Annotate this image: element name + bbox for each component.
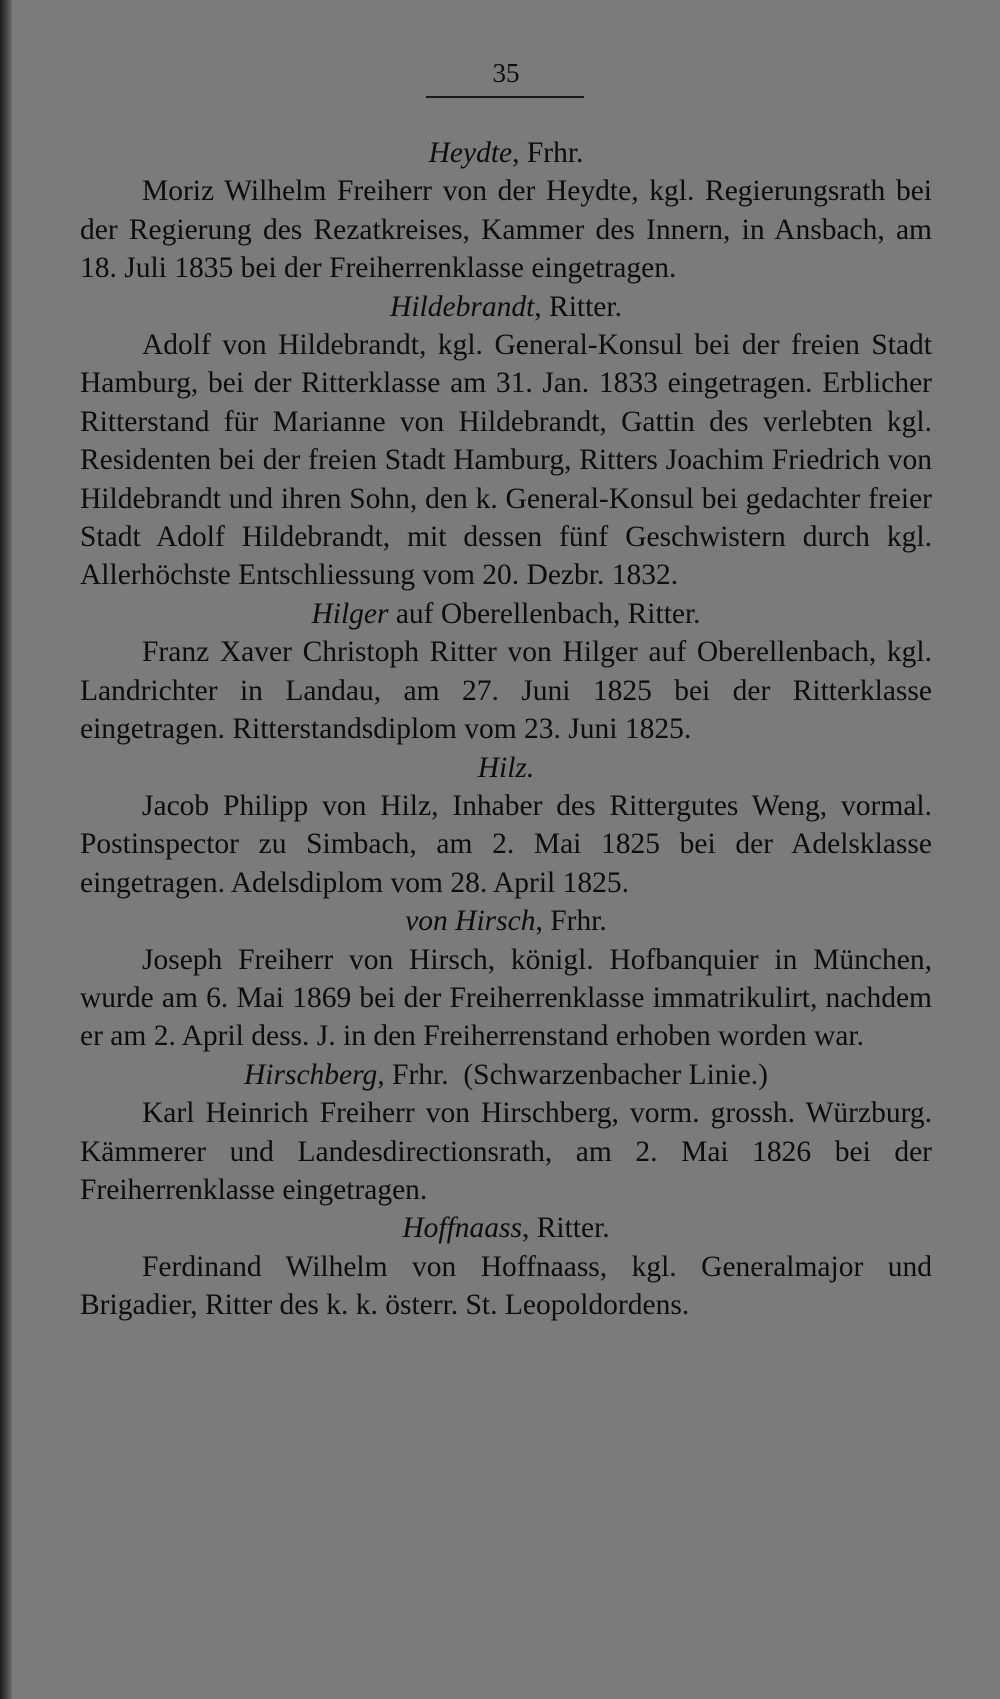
page-number: 35 xyxy=(492,58,520,88)
entry-text: Joseph Freiherr von Hirsch, königl. Hofbanquier in München, wurde am 6. Mai 1869 bei der Freiherrenklasse immatrikulirt, nachdem er am 2. April dess. J. in den Freiherrenstand erhoben worden war. xyxy=(80,943,932,1053)
family-name: Hirschberg xyxy=(243,1058,378,1091)
rank-suffix: auf Oberellenbach, Ritter. xyxy=(388,597,701,630)
entry-heading xyxy=(80,288,932,326)
entry-heading xyxy=(80,1209,932,1247)
family-name: Hoffnaass xyxy=(402,1212,522,1245)
entry-heading xyxy=(80,749,932,787)
scan-binding-edge xyxy=(0,0,12,1699)
entry-text: Ferdinand Wilhelm von Hoffnaass, kgl. Generalmajor und Brigadier, Ritter des k. k. österr. St. Leopoldordens. xyxy=(80,1250,932,1322)
family-name: Hildebrandt xyxy=(390,290,535,323)
entry-heading xyxy=(80,1056,932,1094)
family-name: von Hirsch xyxy=(405,905,536,938)
entry-heading xyxy=(80,134,932,172)
page-content xyxy=(80,134,932,1325)
rank-suffix: , Frhr. xyxy=(512,137,584,169)
rank-suffix: , Frhr. xyxy=(535,905,607,938)
rank-suffix: , Ritter. xyxy=(534,290,622,323)
entry-text: Jacob Philipp von Hilz, Inhaber des Rittergutes Weng, vormal. Postinspector zu Simbach, am 2. Mai 1825 bei der Adelsklasse eingetragen. Adelsdiplom vom 28. April 1825. xyxy=(80,789,932,899)
document-page xyxy=(80,0,932,1699)
entry-text: Karl Heinrich Freiherr von Hirschberg, vorm. grossh. Würzburg. Kämmerer und Landesdirectionsrath, am 2. Mai 1826 bei der Freiherrenklasse eingetragen. xyxy=(80,1097,932,1206)
entry-heading xyxy=(80,595,932,633)
entry-text: Adolf von Hildebrandt, kgl. General-Konsul bei der freien Stadt Hamburg, bei der Ritterklasse am 31. Jan. 1833 eingetragen. Erblicher Ritterstand für Marianne von Hildebrandt, Gattin des verlebten kgl. Residenten bei der freien Stadt Hamburg, Ritters Joachim Friedrich von Hildebrandt und ihren Sohn, den k. General-Konsul bei gedachter freier Stadt Adolf Hildebrandt, mit dessen fünf Geschwistern durch kgl. Allerhöchste Entschliessung vom 20. Dezbr. 1832. xyxy=(80,329,932,592)
entry-text: Franz Xaver Christoph Ritter von Hilger auf Oberellenbach, kgl. Landrichter in Landau, am 27. Juni 1825 bei der Ritterklasse eingetragen. Ritterstandsdiplom vom 23. Juni 1825. xyxy=(80,636,932,746)
family-name: Hilger xyxy=(311,597,389,630)
entry-heading xyxy=(80,902,932,940)
rank-suffix: , Ritter. xyxy=(521,1212,610,1245)
page-number-rule xyxy=(426,96,584,98)
rank-suffix: , Frhr. (Schwarzenbacher Linie.) xyxy=(377,1058,768,1091)
family-name: Heydte xyxy=(428,137,513,169)
family-name: Hilz. xyxy=(477,751,535,784)
entry-text: Moriz Wilhelm Freiherr von der Heydte, kgl. Regierungsrath bei der Regierung des Rezatkreises, Kammer des Innern, in Ansbach, am 18. Juli 1835 bei der Freiherrenklasse eingetragen. xyxy=(80,175,932,285)
